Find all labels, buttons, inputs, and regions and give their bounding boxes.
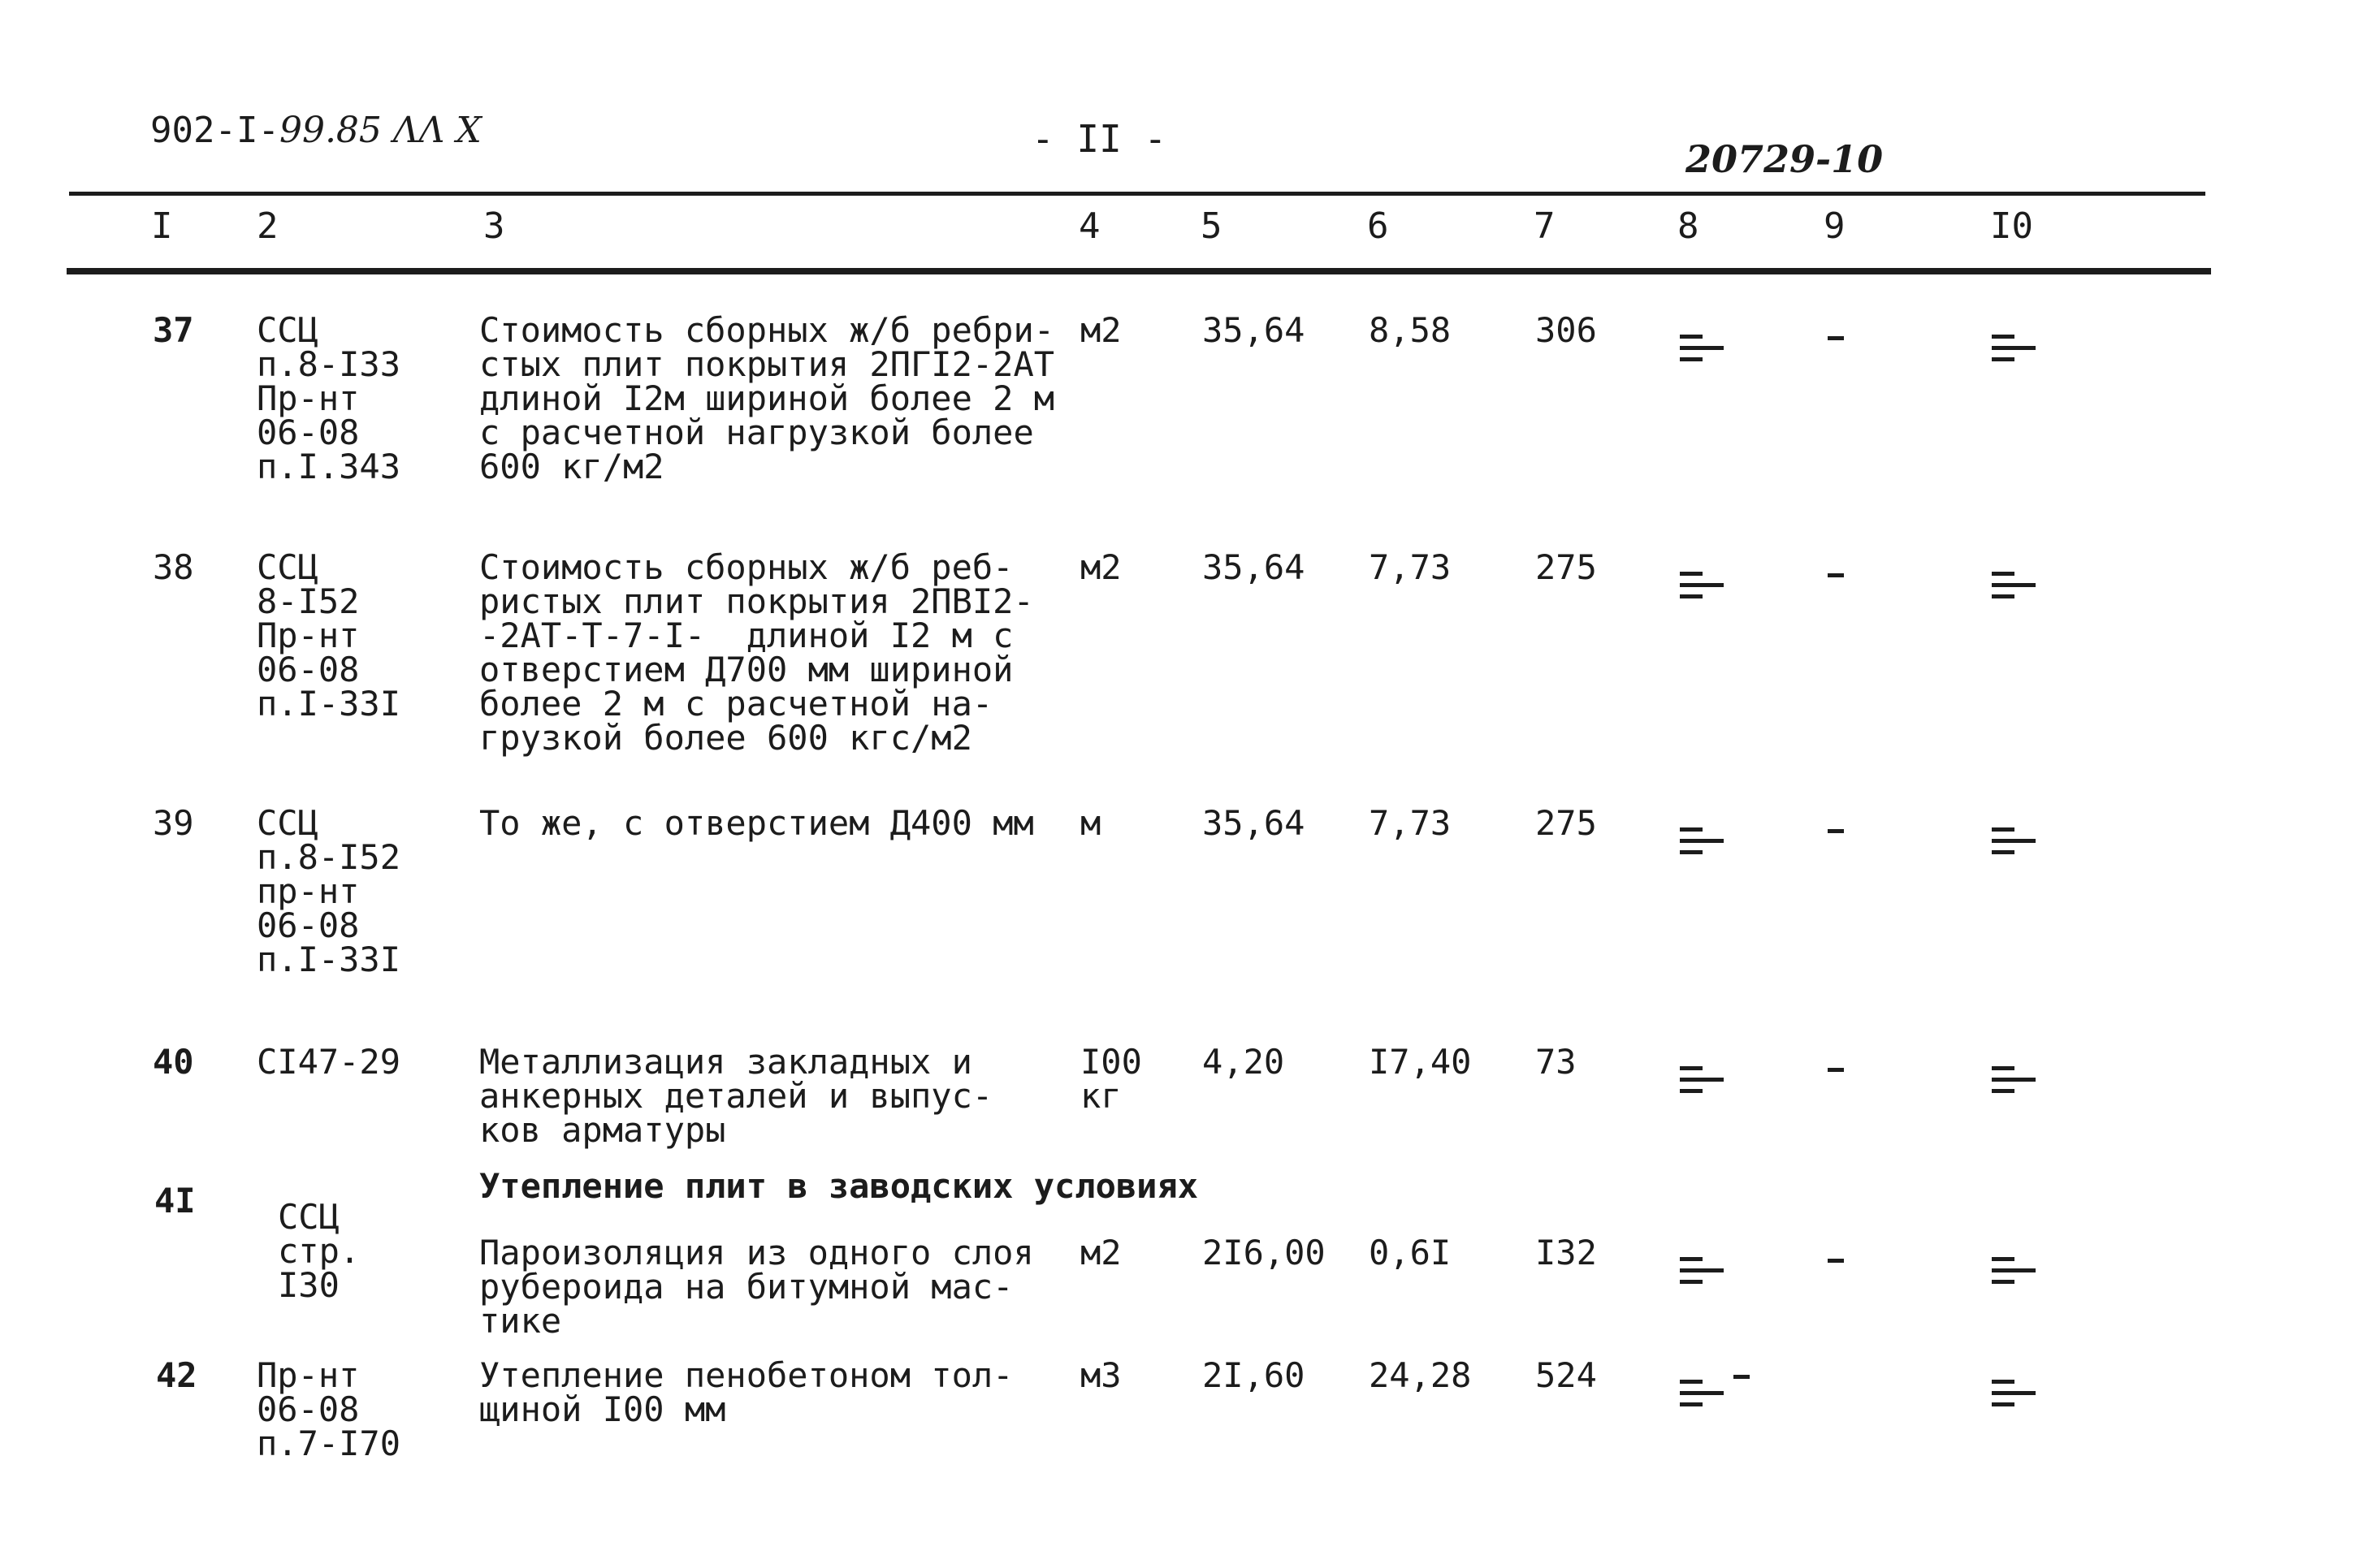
table-top-rule	[69, 192, 2205, 196]
dash-mark-col9	[1828, 829, 1844, 833]
repeat-mark-col10	[1992, 827, 2037, 865]
row-number: 4I	[154, 1181, 196, 1221]
row-description: Металлизация закладных и анкерных деталей и выпус- ков арматуры	[479, 1042, 993, 1150]
repeat-mark-col8	[1680, 572, 1725, 609]
dash-mark-col8	[1733, 1375, 1750, 1379]
sheet-number: 20729-10	[1685, 137, 1884, 181]
row-unit: I00 кг	[1080, 1042, 1142, 1116]
row-unit-price: 7,73	[1369, 803, 1452, 843]
row-total: I32	[1535, 1233, 1597, 1272]
page-number: - II -	[1032, 117, 1167, 161]
row-reference: ССЦ стр. I30	[278, 1197, 361, 1305]
repeat-mark-col10	[1992, 1257, 2037, 1294]
row-description: Утепление пенобетоном тол- щиной I00 мм	[479, 1355, 1014, 1429]
row-reference: Пр-нт 06-08 п.7-I70	[257, 1355, 401, 1463]
row-total: 524	[1535, 1355, 1597, 1395]
column-header-8: 8	[1677, 205, 1699, 247]
row-unit-price: 0,6I	[1369, 1233, 1452, 1272]
row-description: Стоимость сборных ж/б реб- ристых плит покрытия 2ПВI2- -2АТ-Т-7-I- длиной I2 м с отверстием Д700 мм шириной более 2 м с расчетной на- грузкой более 600 кгс/м2	[479, 547, 1034, 758]
column-header-7: 7	[1534, 205, 1556, 247]
row-description: Стоимость сборных ж/б ребри- стых плит покрытия 2ПГI2-2АТ длиной I2м шириной более 2 м с расчетной нагрузкой более 600 кг/м2	[479, 310, 1055, 486]
row-quantity: 2I,60	[1202, 1355, 1305, 1395]
column-header-6: 6	[1367, 205, 1389, 247]
row-number: 42	[156, 1355, 197, 1395]
table-header-rule	[67, 268, 2211, 274]
row-total: 275	[1535, 803, 1597, 843]
repeat-mark-col8	[1680, 1380, 1725, 1417]
row-unit: м2	[1080, 1233, 1122, 1272]
column-header-9: 9	[1824, 205, 1846, 247]
row-reference: ССЦ п.8-I33 Пр-нт 06-08 п.I.343	[257, 310, 401, 486]
row-unit: м3	[1080, 1355, 1122, 1395]
document-code	[150, 110, 482, 151]
row-description: То же, с отверстием Д400 мм	[479, 803, 1034, 843]
column-header-3: 3	[483, 205, 505, 247]
column-header-5: 5	[1201, 205, 1222, 247]
repeat-mark-col8	[1680, 827, 1725, 865]
row-total: 306	[1535, 310, 1597, 350]
document-code-handwritten: 99.85 ΛΛ X	[279, 110, 482, 151]
row-total: 73	[1535, 1042, 1577, 1082]
column-header-1: I	[151, 205, 173, 247]
row-quantity: 35,64	[1202, 803, 1305, 843]
dash-mark-col9	[1828, 336, 1844, 340]
row-reference: ССЦ 8-I52 Пр-нт 06-08 п.I-33I	[257, 547, 401, 724]
row-quantity: 2I6,00	[1202, 1233, 1326, 1272]
row-unit: м2	[1080, 310, 1122, 350]
column-header-4: 4	[1079, 205, 1101, 247]
row-number: 39	[153, 803, 194, 843]
row-reference: СI47-29	[257, 1042, 401, 1082]
dash-mark-col9	[1828, 1068, 1844, 1072]
repeat-mark-col8	[1680, 1257, 1725, 1294]
repeat-mark-col10	[1992, 572, 2037, 609]
repeat-mark-col10	[1992, 1066, 2037, 1104]
row-quantity: 35,64	[1202, 310, 1305, 350]
repeat-mark-col10	[1992, 335, 2037, 372]
section-heading: Утепление плит в заводских условиях	[479, 1166, 1199, 1206]
row-description: Пароизоляция из одного слоя рубероида на битумной мас- тике	[479, 1233, 1034, 1341]
row-unit-price: 8,58	[1369, 310, 1452, 350]
row-number: 37	[153, 310, 194, 350]
column-header-2: 2	[257, 205, 279, 247]
repeat-mark-col8	[1680, 1066, 1725, 1104]
row-number: 38	[153, 547, 194, 587]
dash-mark-col9	[1828, 573, 1844, 577]
dash-mark-col9	[1828, 1259, 1844, 1263]
row-unit-price: 24,28	[1369, 1355, 1472, 1395]
row-unit-price: I7,40	[1369, 1042, 1472, 1082]
document-code-printed: 902-I-	[150, 110, 279, 151]
row-unit: м2	[1080, 547, 1122, 587]
row-reference: ССЦ п.8-I52 пр-нт 06-08 п.I-33I	[257, 803, 401, 979]
repeat-mark-col8	[1680, 335, 1725, 372]
row-total: 275	[1535, 547, 1597, 587]
column-header-10: I0	[1990, 205, 2033, 247]
row-unit: м	[1080, 803, 1101, 843]
row-quantity: 4,20	[1202, 1042, 1285, 1082]
row-number: 40	[153, 1042, 194, 1082]
row-quantity: 35,64	[1202, 547, 1305, 587]
row-unit-price: 7,73	[1369, 547, 1452, 587]
repeat-mark-col10	[1992, 1380, 2037, 1417]
